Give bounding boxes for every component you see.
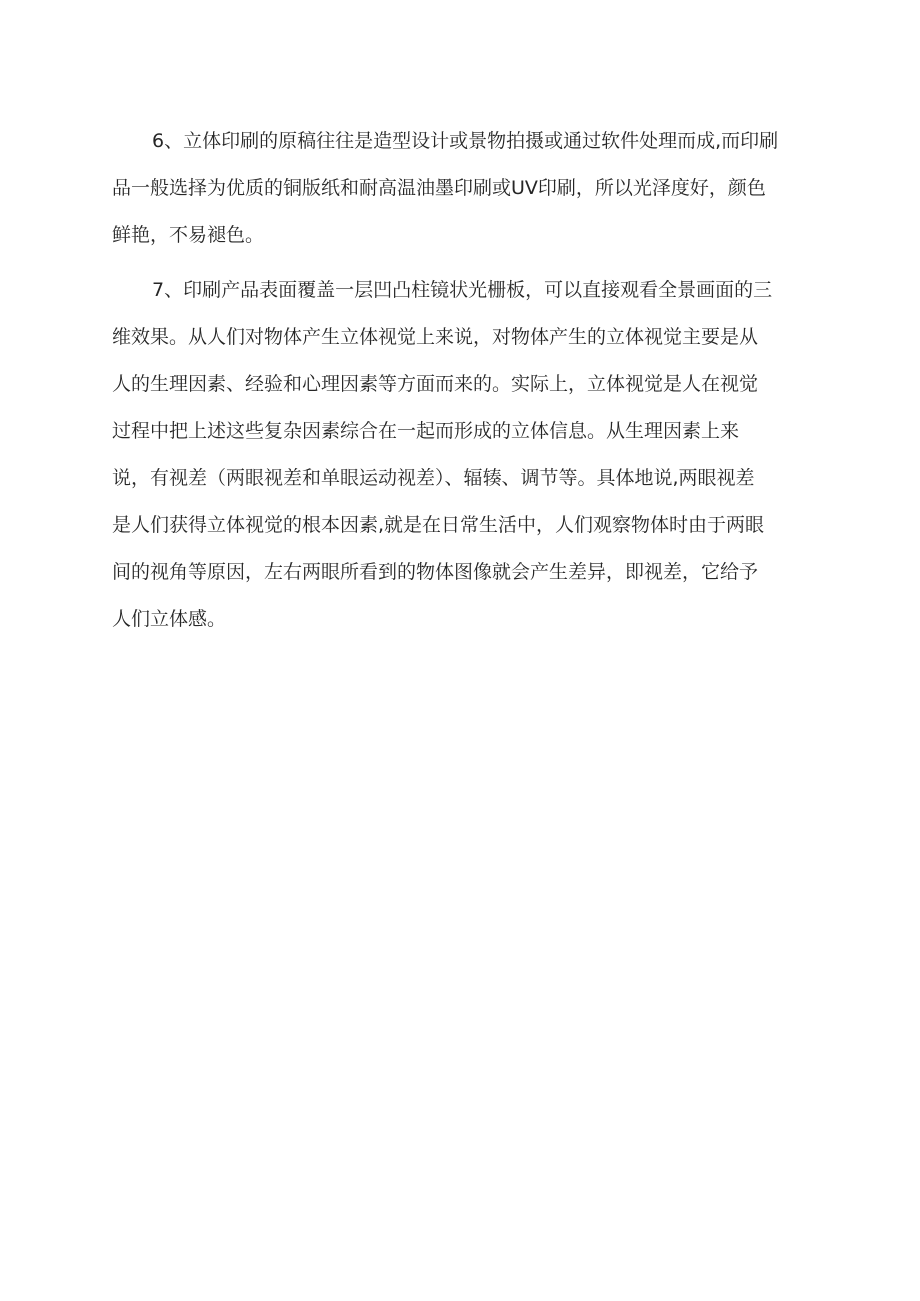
paragraph-line: 人的生理因素、经验和心理因素等方面而来的。实际上，立体视觉是人在视觉 [112,373,759,395]
paragraph-line: 说，有视差（两眼视差和单眼运动视差）、辐辏、调节等。具体地说,两眼视差 [112,467,755,489]
paragraph-line: 是人们获得立体视觉的根本因素,就是在日常生活中，人们观察物体时由于两眼 [112,514,765,536]
paragraph-line: 人们立体感。 [112,608,227,630]
paragraph-line: 6、立体印刷的原稿往往是造型设计或景物拍摄或通过软件处理而成,而印刷 [152,130,779,152]
paragraph-line: 过程中把上述这些复杂因素综合在一起而形成的立体信息。从生理因素上来 [112,420,740,442]
paragraph-line: 品一般选择为优质的铜版纸和耐高温油墨印刷或UV印刷，所以光泽度好，颜色 [112,177,766,199]
paragraph-line: 间的视角等原因，左右两眼所看到的物体图像就会产生差异，即视差，它给予 [112,561,759,583]
paragraph-spacer [112,259,812,267]
document-body [112,118,812,643]
paragraph-7 [112,267,812,643]
paragraph-6 [112,118,812,259]
paragraph-line: 鲜艳，不易褪色。 [112,224,265,246]
paragraph-line: 维效果。从人们对物体产生立体视觉上来说，对物体产生的立体视觉主要是从 [112,326,759,348]
paragraph-line: 7、印刷产品表面覆盖一层凹凸柱镜状光栅板，可以直接观看全景画面的三 [152,279,773,301]
